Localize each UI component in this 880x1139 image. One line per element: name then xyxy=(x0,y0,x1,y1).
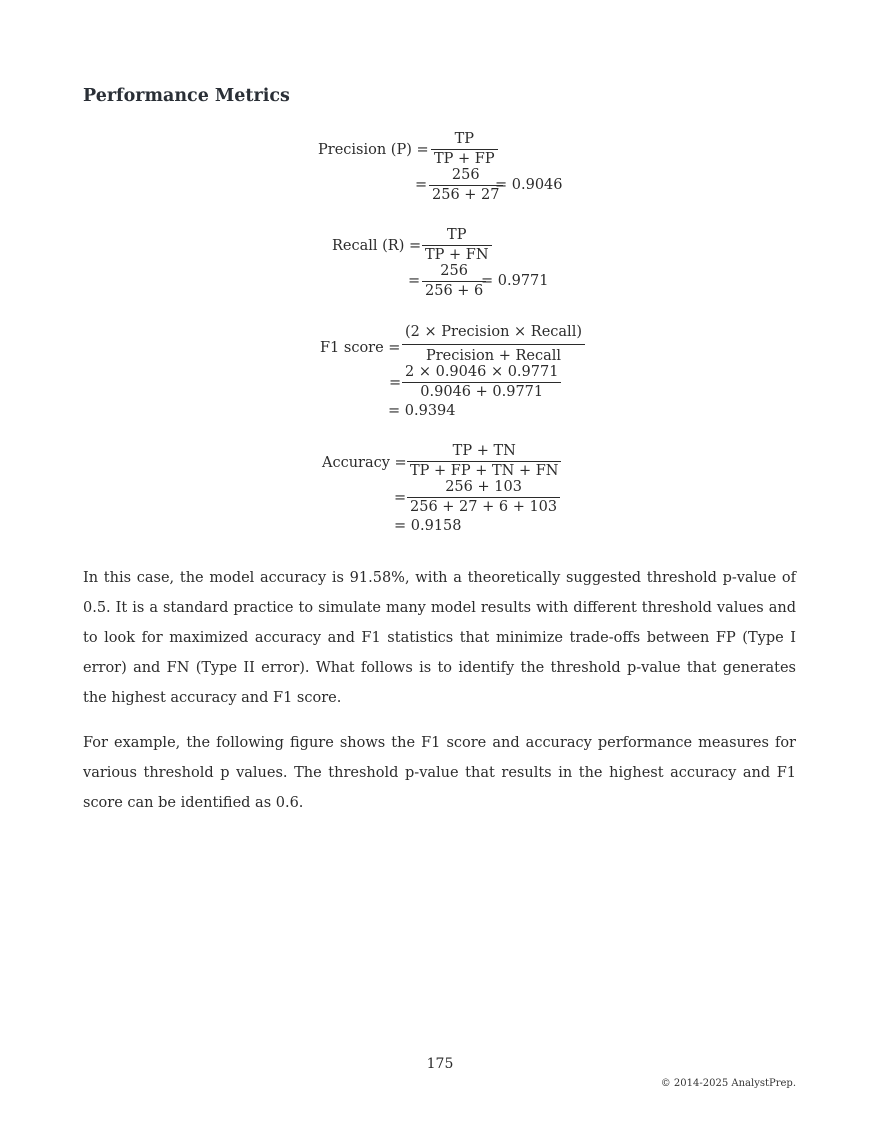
precision-result: = 0.9046 xyxy=(495,177,563,193)
recall-denominator-value: 256 + 6 xyxy=(425,283,484,299)
f1-fraction-values xyxy=(402,364,561,401)
copyright-notice: © 2014-2025 AnalystPrep. xyxy=(660,1078,796,1089)
accuracy-denominator: TP + FP + TN + FN xyxy=(410,463,559,479)
precision-fraction xyxy=(431,131,498,168)
recall-equals: = xyxy=(408,273,421,289)
f1-equals: = xyxy=(389,375,402,391)
accuracy-fraction xyxy=(407,443,561,480)
paragraph-threshold-example xyxy=(83,728,796,818)
f1-result: = 0.9394 xyxy=(388,403,456,419)
recall-label: Recall (R) = xyxy=(332,238,422,254)
accuracy-label: Accuracy = xyxy=(322,455,407,471)
accuracy-equals: = xyxy=(394,490,407,506)
f1-denominator: Precision + Recall xyxy=(425,348,562,364)
precision-numerator: TP xyxy=(454,131,475,147)
f1-denominator-value: 0.9046 + 0.9771 xyxy=(420,384,544,400)
precision-numerator-value: 256 xyxy=(451,167,480,183)
accuracy-denominator-value: 256 + 27 + 6 + 103 xyxy=(410,499,558,515)
precision-denominator: TP + FP xyxy=(434,151,495,167)
precision-label: Precision (P) = xyxy=(318,142,429,158)
recall-numerator: TP xyxy=(447,227,467,243)
accuracy-numerator: TP + TN xyxy=(452,443,516,459)
page-number: 175 xyxy=(426,1056,454,1072)
section-heading: Performance Metrics xyxy=(83,86,290,106)
f1-numerator-value: 2 × 0.9046 × 0.9771 xyxy=(405,364,559,380)
accuracy-numerator-value: 256 + 103 xyxy=(445,479,522,495)
recall-fraction-values xyxy=(422,263,486,300)
paragraph-text: For example, the following figure shows the F1 score and accuracy performance measures for various threshold p values. The threshold p-value that results in the highest accuracy and F1 score can be identified as 0.6. xyxy=(83,735,796,811)
recall-fraction xyxy=(422,227,492,264)
recall-result: = 0.9771 xyxy=(481,273,549,289)
precision-denominator-value: 256 + 27 xyxy=(432,187,500,203)
f1-numerator: (2 × Precision × Recall) xyxy=(405,324,582,340)
precision-fraction-values xyxy=(429,167,503,204)
paragraph-accuracy-discussion xyxy=(83,563,796,713)
accuracy-result: = 0.9158 xyxy=(394,518,462,534)
f1-fraction xyxy=(402,324,585,365)
f1-label: F1 score = xyxy=(320,340,401,356)
recall-numerator-value: 256 xyxy=(440,263,468,279)
recall-denominator: TP + FN xyxy=(425,247,489,263)
precision-equals: = xyxy=(415,177,428,193)
paragraph-text: In this case, the model accuracy is 91.58%, with a theoretically suggested threshold p-value of 0.5. It is a standard practice to simulate many model results with different threshold values and to look for maximized accuracy and F1 statistics that minimize trade-offs between FP (Type I error) and FN (Type II error). What follows is to identify the threshold p-value that generates the highest accuracy and F1 score. xyxy=(83,570,796,706)
accuracy-fraction-values xyxy=(407,479,560,516)
